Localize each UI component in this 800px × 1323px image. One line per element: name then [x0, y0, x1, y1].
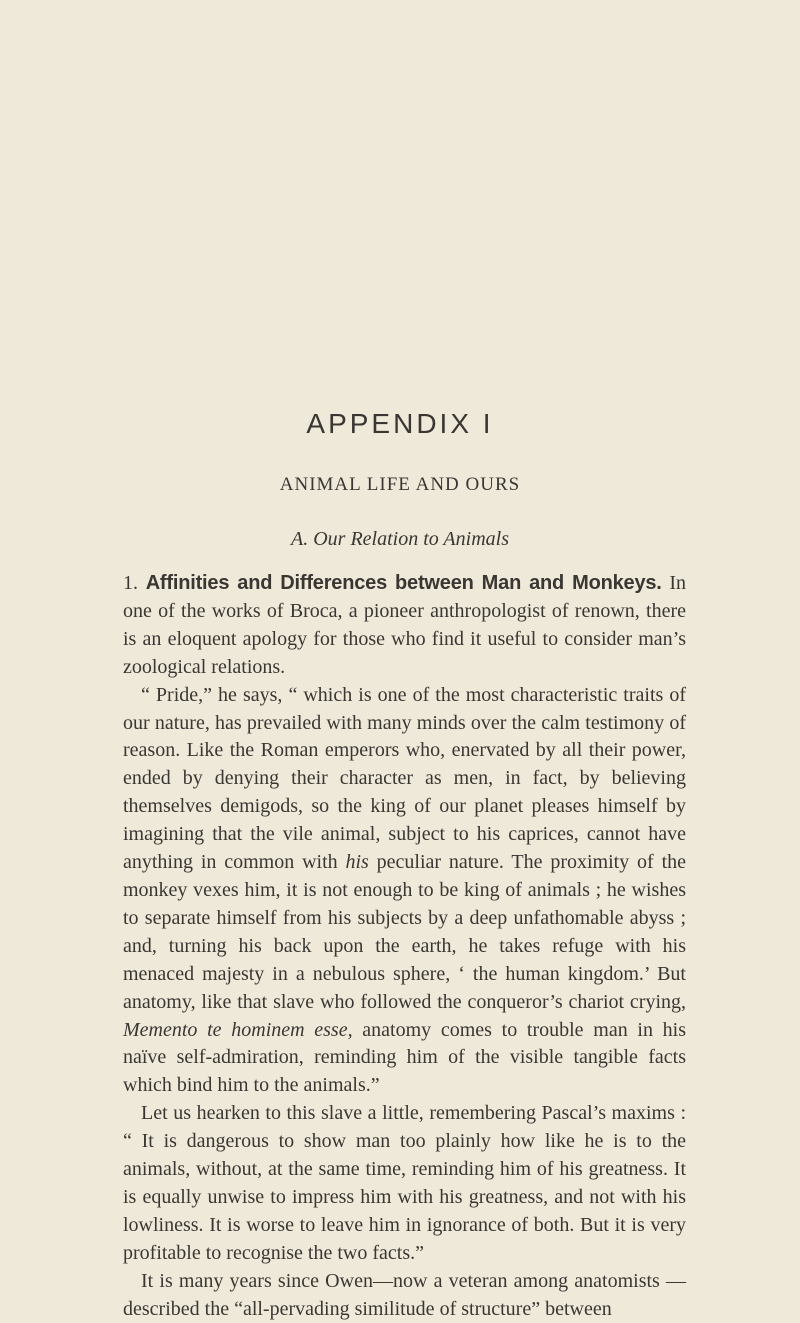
paragraph-1-text: In one of the works of Broca, a pioneer anthropologist of renown, there is an eloquent apology for those who find it useful to consider man’s zoological relations.	[123, 572, 686, 678]
paragraph-4-text: It is many years since Owen—now a veteran among anatomists —described the “all-pervading similitude of structure” between	[123, 1269, 686, 1320]
paragraph-number: 1.	[123, 572, 146, 594]
italic-memento: Memento te hominem esse,	[123, 1018, 353, 1041]
section-title: ANIMAL LIFE AND OURS	[279, 474, 521, 495]
italic-his: his	[345, 851, 369, 874]
paragraph-1	[123, 570, 686, 682]
paragraph-2-text-c: anatomy comes to trouble man in his naïve self-admiration, reminding him of the visible tangible facts which bind him to the animals.”	[123, 1018, 686, 1097]
paragraph-2	[123, 682, 686, 1101]
paragraph-3	[123, 1100, 686, 1267]
paragraph-heading: Affinities and Differences between Man and Monkeys.	[145, 572, 662, 594]
paragraph-3-text: Let us hearken to this slave a little, remembering Pascal’s maxims : “ It is dangerous to show man too plainly how like he is to the animals, without, at the same time, reminding him of his greatness. It is equally unwise to impress him with his greatness, and not with his lowliness. It is worse to leave him in ignorance of both. But it is very profitable to recognise the two facts.”	[123, 1102, 686, 1264]
body-text	[123, 570, 686, 1323]
appendix-title: APPENDIX I	[306, 408, 494, 439]
paragraph-4	[123, 1268, 686, 1323]
paragraph-2-text-b: peculiar nature. The proximity of the monkey vexes him, it is not enough to be king of animals ; he wishes to separate himself from his subjects by a deep unfathomable abyss ; and, turning his back upon the earth, he takes refuge with his menaced majesty in a nebulous sphere, ‘ the human kingdom.’ But anatomy, like that slave who followed the conqueror’s chariot crying,	[123, 851, 686, 1013]
paragraph-2-text-a: “ Pride,” he says, “ which is one of the most characteristic traits of our nature, has prevailed with many minds over the calm testimony of reason. Like the Roman emperors who, enervated by all their power, ended by denying their character as men, in fact, by believing themselves demigods, so the king of our planet pleases himself by imagining that the vile animal, subject to his caprices, cannot have anything in common with	[123, 683, 686, 874]
subsection-title: A. Our Relation to Animals	[291, 528, 509, 550]
